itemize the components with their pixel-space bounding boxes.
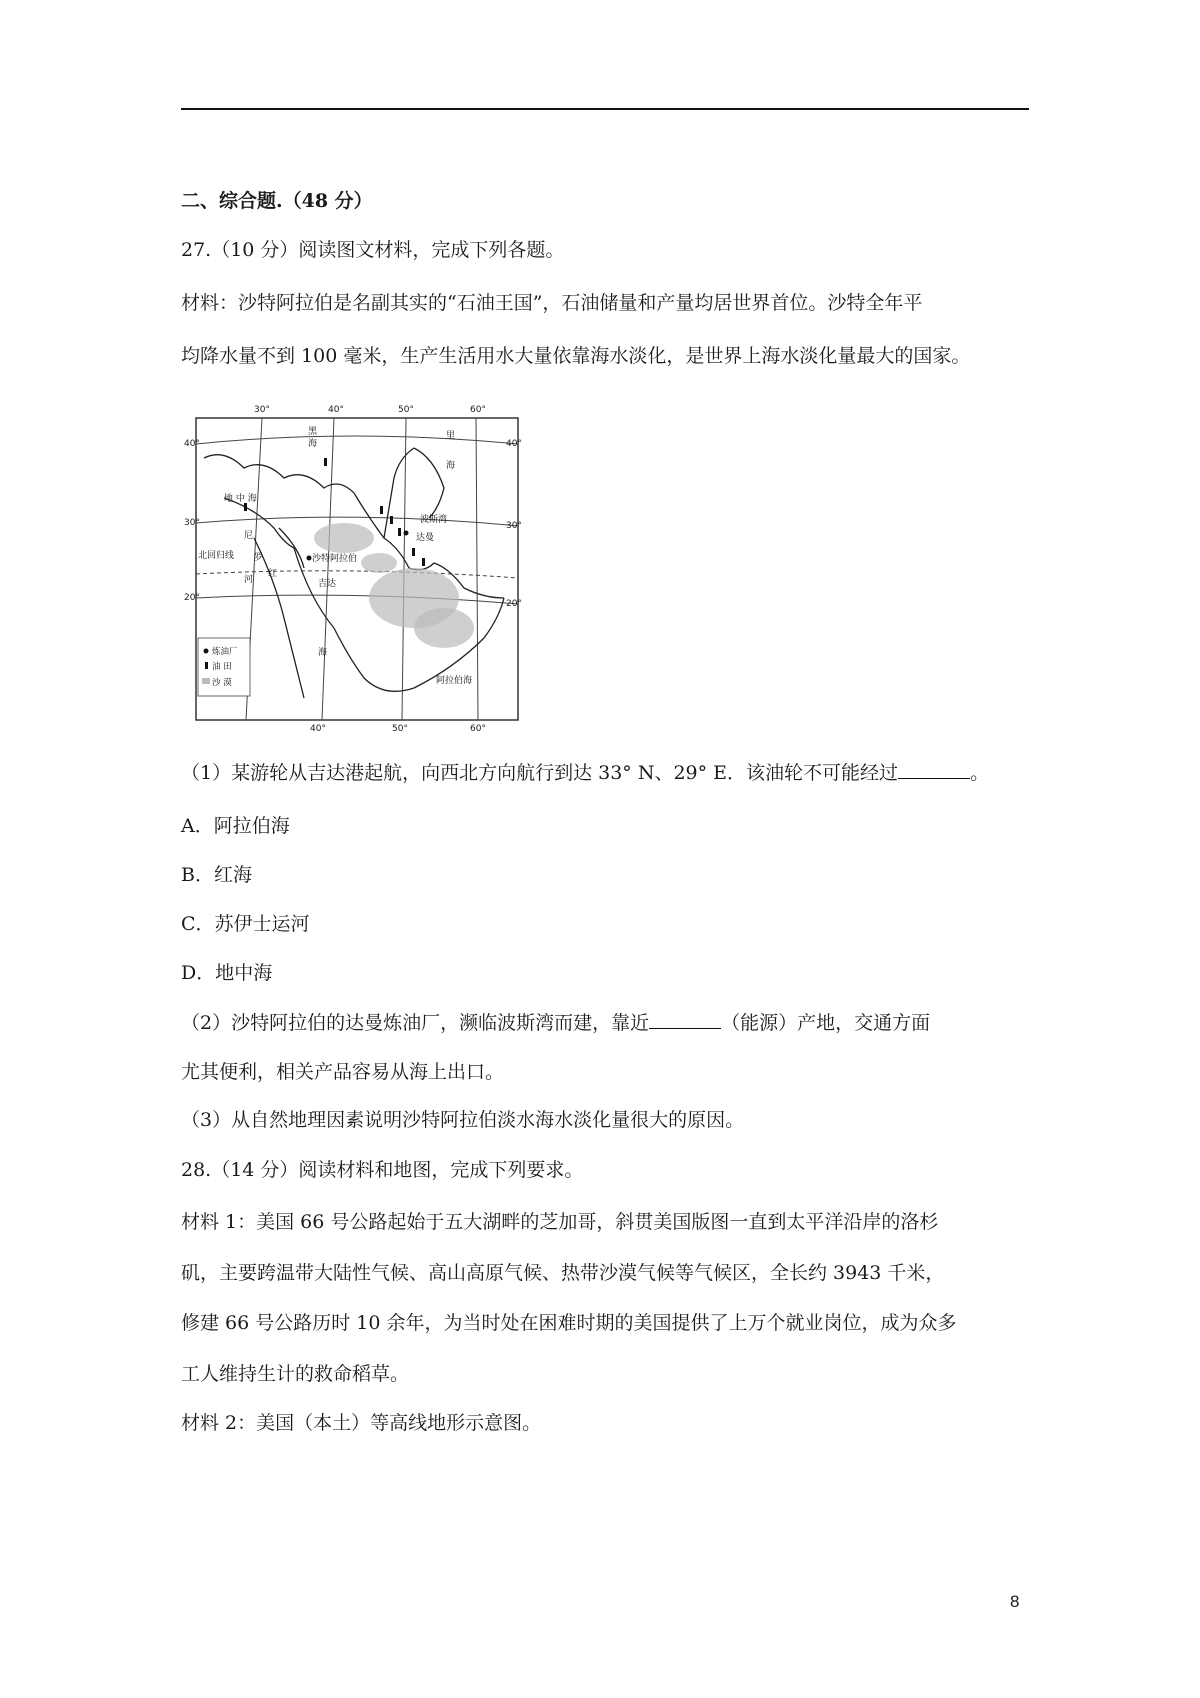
lat-label-left-30: 30° [184,518,200,528]
place-tropic: 北回归线 [198,551,235,561]
lon-label-top-40: 40° [328,405,344,415]
lat-label-right-30: 30° [506,521,522,531]
option-a: A．阿拉伯海 [181,815,290,837]
section-heading: 二、综合题.（48 分） [181,190,373,212]
place-caspian2: 海 [446,461,456,471]
lon-label-bottom-60: 60° [470,724,486,733]
q27-title: 27.（10 分）阅读图文材料，完成下列各题。 [181,239,565,261]
answer-blank-2[interactable] [649,1010,721,1029]
option-d: D．地中海 [181,962,273,984]
place-arabian-sea: 阿拉伯海 [436,676,473,686]
q27-sub2-end: （能源）产地，交通方面 [721,1012,931,1034]
lat-label-right-40: 40° [506,439,522,449]
place-red1: 红 [268,569,278,579]
place-black-sea2: 海 [308,439,318,449]
option-c: C．苏伊士运河 [181,913,310,935]
header-rule [181,108,1029,110]
place-persian-gulf: 波斯湾 [420,515,448,525]
lon-label-bottom-40: 40° [310,724,326,733]
q28-m1-line4: 工人维持生计的救命稻草。 [181,1363,410,1385]
lat-label-left-20: 20° [184,593,200,603]
q27-sub1 [181,760,989,786]
place-jeddah: 吉达 [318,579,337,589]
lon-label-top-30: 30° [254,405,270,415]
legend-desert: 沙 漠 [212,678,232,688]
lon-label-top-50: 50° [398,405,414,415]
q28-m1-line2: 矶，主要跨温带大陆性气候、高山高原气候、热带沙漠气候等气候区，全长约 3943 千米， [181,1262,945,1284]
lat-label-left-40: 40° [184,439,200,449]
q27-sub1-text: （1）某游轮从吉达港起航，向西北方向航行到达 33° N、29° E．该油轮不可能经过 [181,762,899,784]
place-black-sea: 黑 [308,427,318,437]
place-nile3: 河 [244,575,254,585]
legend-oilfield: 油 田 [212,662,232,672]
place-red2: 海 [318,648,328,658]
q27-sub3: （3）从自然地理因素说明沙特阿拉伯淡水海水淡化量很大的原因。 [181,1109,745,1131]
q27-material-line1: 材料：沙特阿拉伯是名副其实的“石油王国”，石油储量和产量均居世界首位。沙特全年平 [181,292,923,314]
q27-material-line2: 均降水量不到 100 毫米，生产生活用水大量依靠海水淡化，是世界上海水淡化量最大的国家。 [181,345,971,367]
place-mediterranean: 地 中 海 [224,494,257,504]
answer-blank-1[interactable] [898,760,970,779]
legend-refinery: 炼油厂 [212,647,238,657]
q28-title: 28.（14 分）阅读材料和地图，完成下列要求。 [181,1159,584,1181]
lat-label-right-20: 20° [506,599,522,609]
q27-sub1-end: 。 [970,762,990,784]
q28-m2: 材料 2：美国（本土）等高线地形示意图。 [181,1412,542,1434]
place-nile2: 罗 [254,553,264,563]
q28-m1-line3: 修建 66 号公路历时 10 余年，为当时处在困难时期的美国提供了上万个就业岗位，成为众多 [181,1312,957,1334]
q27-sub2-line2: 尤其便利，相关产品容易从海上出口。 [181,1061,505,1083]
saudi-arabia-map [184,398,530,733]
page-number: 8 [1010,1592,1020,1611]
q27-sub2-text: （2）沙特阿拉伯的达曼炼油厂，濒临波斯湾而建，靠近 [181,1012,650,1034]
place-nile: 尼 [244,531,254,541]
place-dammam: 达曼 [416,533,435,543]
lon-label-bottom-50: 50° [392,724,408,733]
lon-label-top-60: 60° [470,405,486,415]
option-b: B．红海 [181,864,252,886]
place-saudi-arabia: 沙特阿拉伯 [312,554,358,564]
q27-sub2 [181,1010,930,1036]
place-caspian: 里 [446,431,456,441]
q28-m1-line1: 材料 1：美国 66 号公路起始于五大湖畔的芝加哥，斜贯美国版图一直到太平洋沿岸的洛杉 [181,1211,939,1233]
